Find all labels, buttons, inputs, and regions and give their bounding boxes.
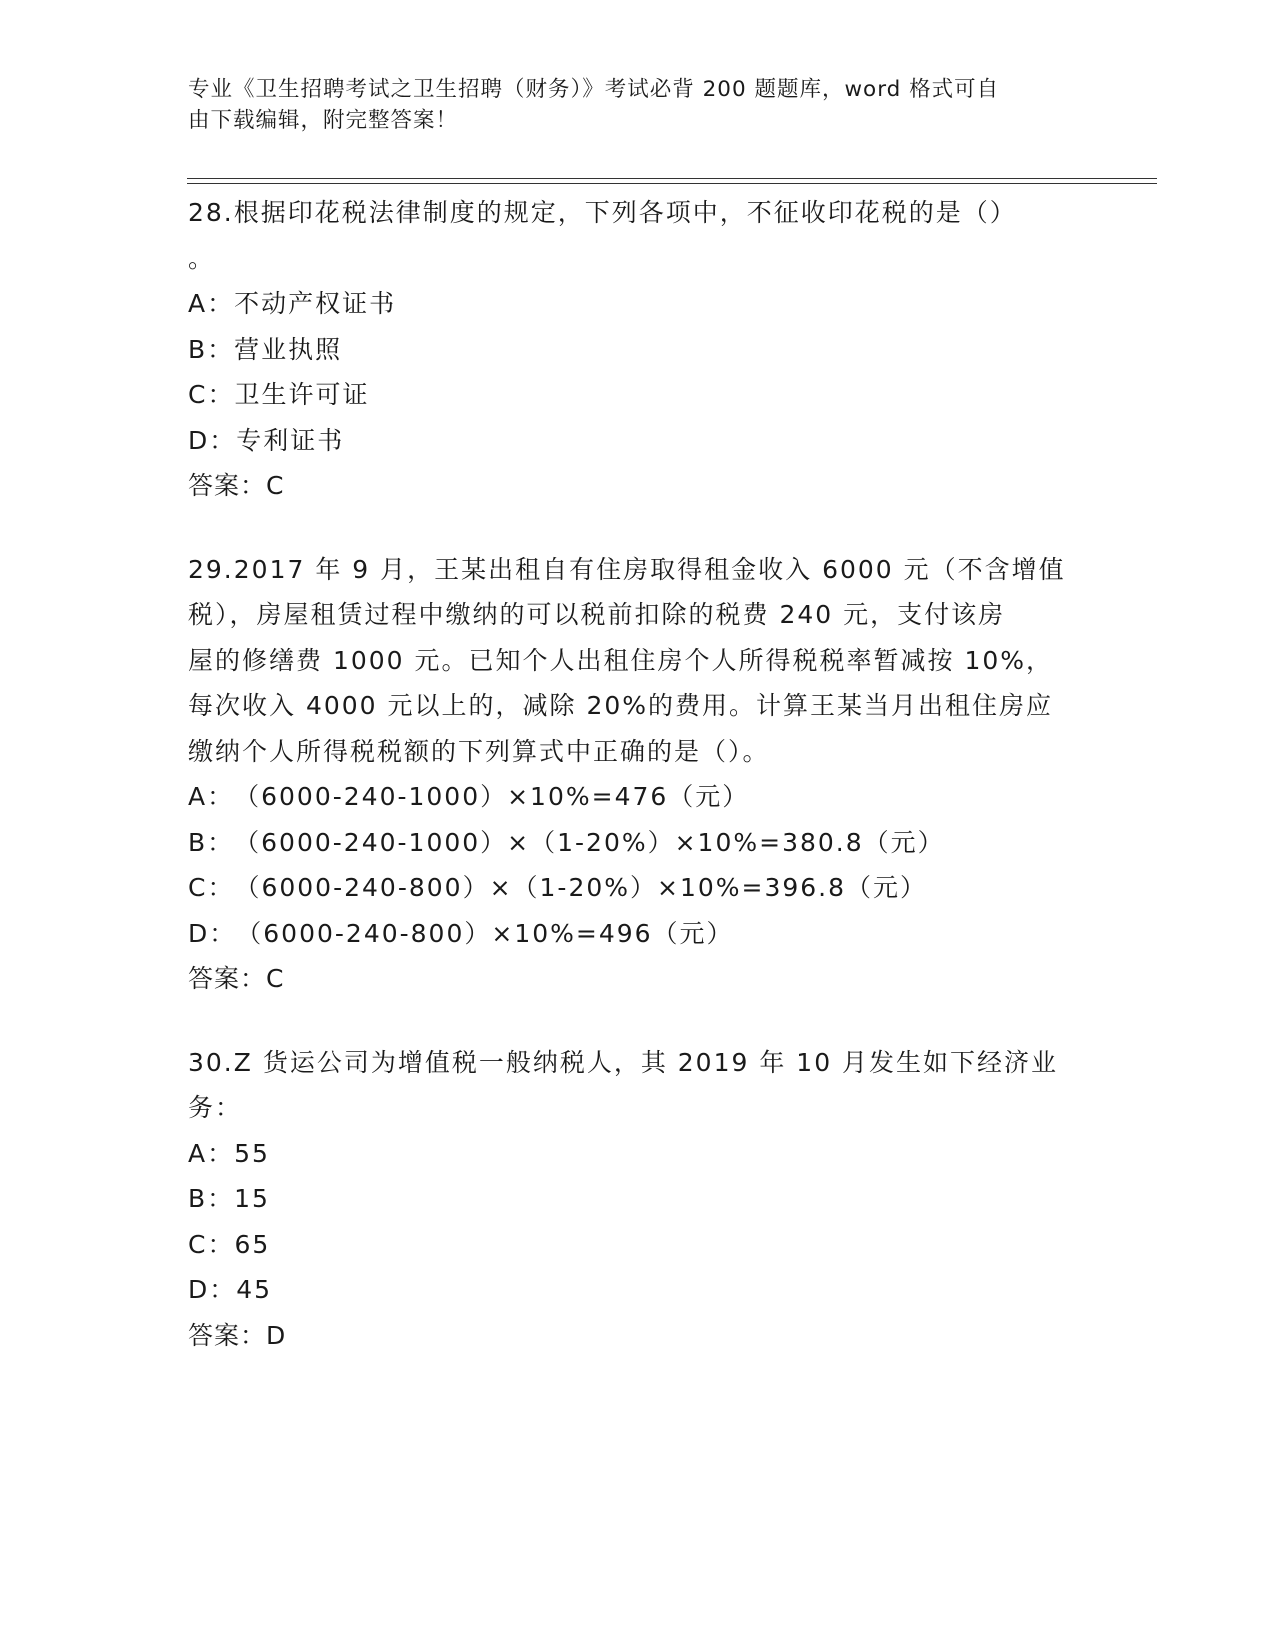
question-stem: 29.2017 年 9 月，王某出租自有住房取得租金收入 6000 元（不含增值 [188,554,1066,584]
question-30 [188,1040,1088,1359]
option-text: 15 [234,1184,270,1213]
question-stem: 税），房屋租赁过程中缴纳的可以税前扣除的税费 240 元，支付该房 [188,600,1006,629]
option-letter: B： [188,1184,235,1213]
option-text: 45 [236,1275,273,1304]
question-list [188,190,1088,1396]
question-stem: 30.Z 货运公司为增值税一般纳税人，其 2019 年 10 月发生如下经济业 [188,1047,1059,1077]
option-text: 55 [234,1138,270,1168]
option-d [188,418,1088,464]
question-stem: 屋的修缮费 1000 元。已知个人出租住房个人所得税税率暂减按 10%， [188,645,1054,675]
answer-line: 答案：D [188,1320,287,1350]
option-letter: A： [188,782,235,811]
option-b [188,327,1088,373]
option-text: 65 [234,1229,271,1259]
option-text: （6000-240-800）×（1-20%）×10%=396.8（元） [234,873,928,902]
option-text: （6000-240-1000）×（1-20%）×10%=380.8（元） [234,827,945,857]
option-d [188,911,1088,957]
question-stem: 每次收入 4000 元以上的，减除 20%的费用。计算王某当月出租住房应 [188,691,1054,720]
option-text: 卫生许可证 [234,380,370,409]
option-letter: C： [188,380,235,409]
option-letter: C： [188,873,235,902]
option-letter: A： [188,289,235,318]
option-text: 营业执照 [234,334,343,364]
option-letter: B： [188,827,235,857]
option-b [188,820,1088,866]
option-a [188,1131,1088,1177]
answer-line: 答案：C [188,471,285,500]
question-stem: 缴纳个人所得税税额的下列算式中正确的是（）。 [188,736,770,766]
option-a [188,774,1088,820]
option-d [188,1267,1088,1313]
option-text: 不动产权证书 [234,289,397,318]
option-letter: D： [188,918,237,948]
question-28 [188,190,1088,509]
header-line-1: 专业《卫生招聘考试之卫生招聘（财务）》考试必背 200 题题库，word 格式可自 [188,77,1000,102]
header-line-2: 由下载编辑，附完整答案！ [188,108,459,133]
option-c [188,1222,1088,1268]
question-29 [188,547,1088,1002]
option-letter: B： [188,334,235,364]
question-stem: 28.根据印花税法律制度的规定，下列各项中，不征收印花税的是（） [188,198,1017,227]
option-text: 专利证书 [236,425,345,455]
question-stem: 务： [188,1093,243,1122]
option-text: （6000-240-1000）×10%=476（元） [234,782,750,811]
option-c [188,865,1088,911]
option-c [188,372,1088,418]
option-text: （6000-240-800）×10%=496（元） [236,918,734,948]
option-letter: D： [188,1275,237,1304]
option-a [188,281,1088,327]
question-stem: 。 [188,243,216,273]
option-letter: C： [188,1229,235,1259]
header-divider-bottom [187,183,1157,184]
header-divider-top [187,178,1157,179]
option-letter: A： [188,1138,235,1168]
option-b [188,1176,1088,1222]
answer-line: 答案：C [188,964,285,993]
document-header [188,74,1068,136]
option-letter: D： [188,425,237,455]
